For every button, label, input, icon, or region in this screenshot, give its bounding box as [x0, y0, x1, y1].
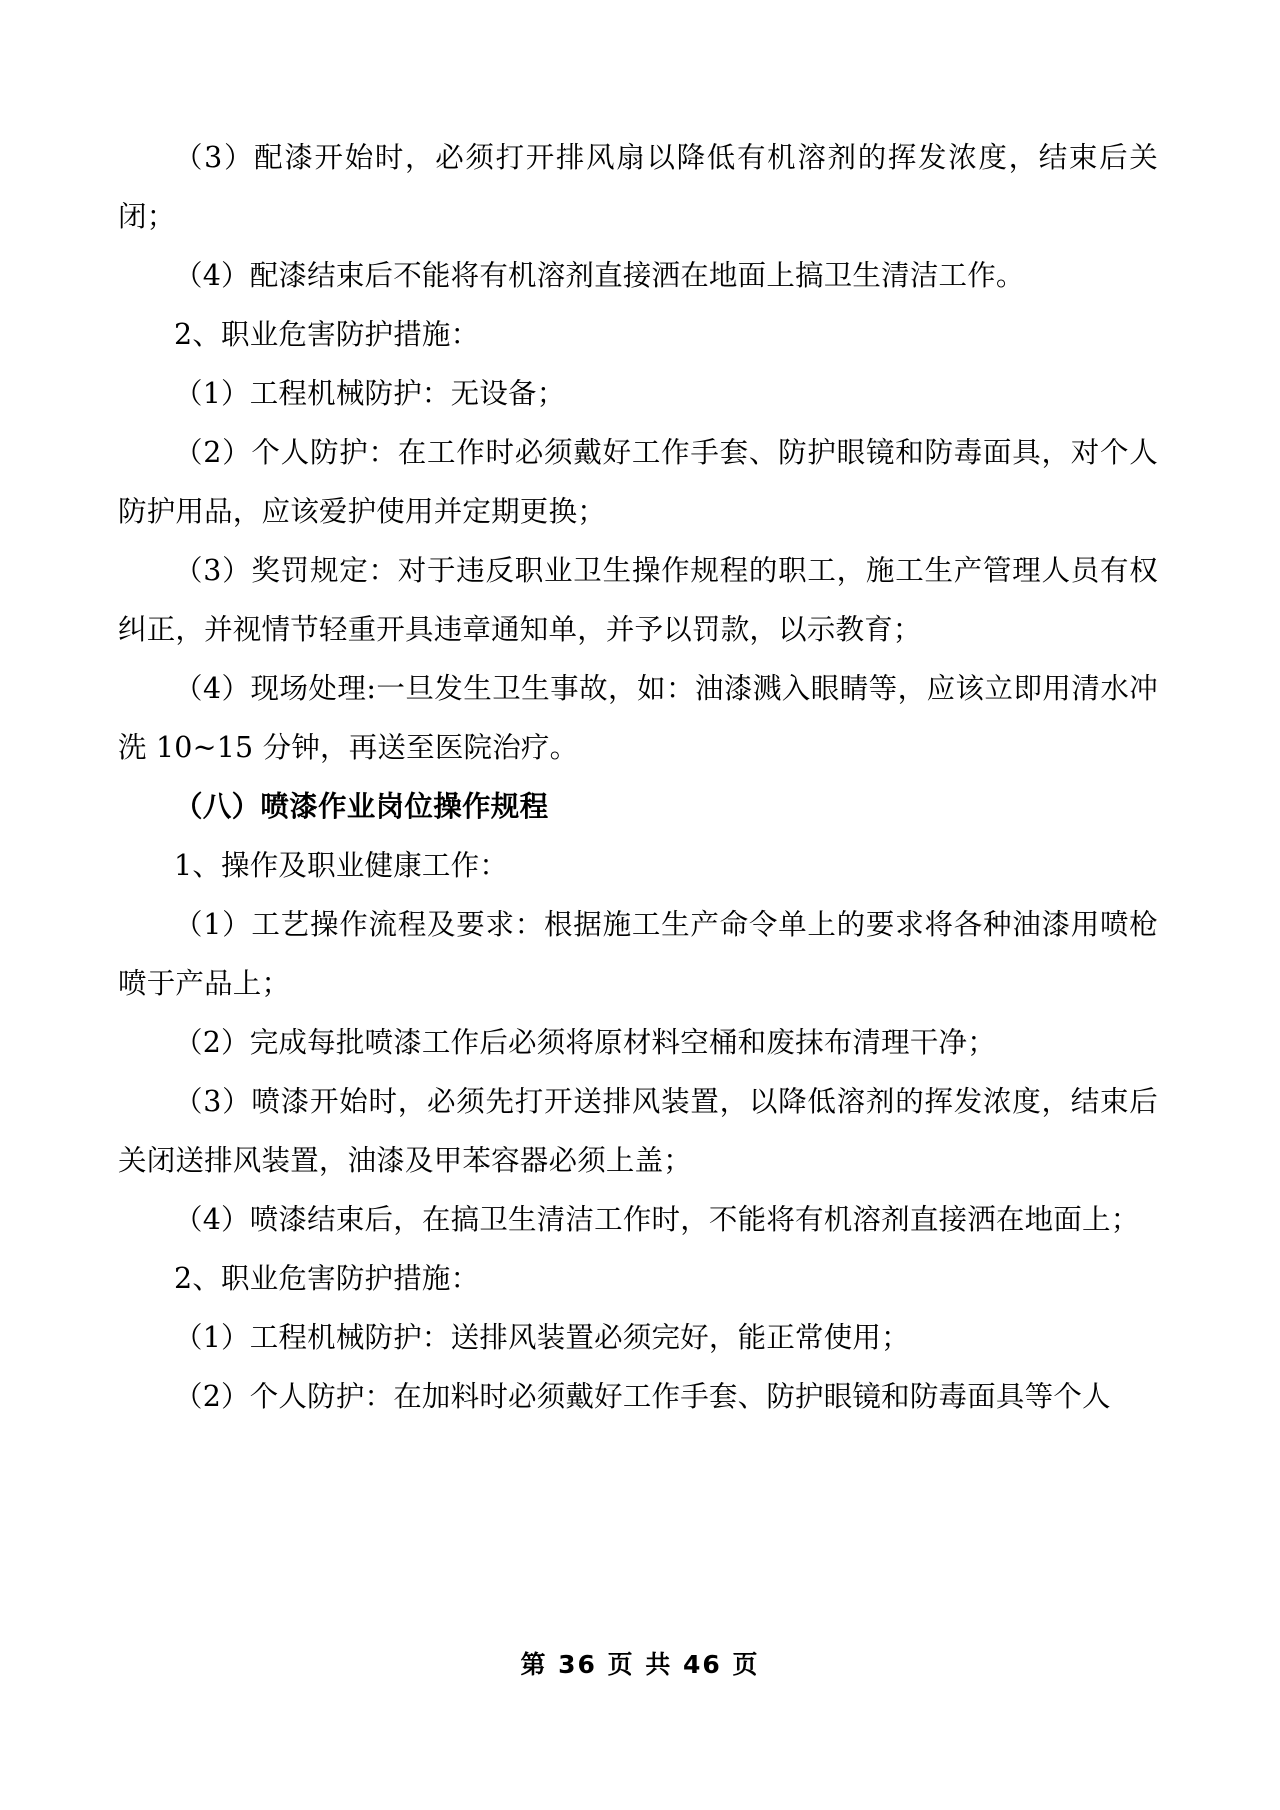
- paragraph: （2）个人防护：在加料时必须戴好工作手套、防护眼镜和防毒面具等个人: [174, 1380, 1111, 1413]
- document-body: [118, 128, 1158, 1426]
- paragraph: （4）现场处理:一旦发生卫生事故，如：油漆溅入眼睛等，应该立即用清水冲洗 10~15 分钟，再送至医院治疗。: [118, 672, 1158, 764]
- paragraph: （1）工程机械防护：无设备；: [174, 377, 566, 410]
- section-heading: （八）喷漆作业岗位操作规程: [174, 790, 549, 823]
- paragraph: （4）喷漆结束后，在搞卫生清洁工作时，不能将有机溶剂直接洒在地面上；: [174, 1203, 1140, 1236]
- paragraph: （1）工艺操作流程及要求：根据施工生产命令单上的要求将各种油漆用喷枪喷于产品上；: [118, 908, 1158, 1000]
- paragraph: （3）配漆开始时，必须打开排风扇以降低有机溶剂的挥发浓度，结束后关闭；: [118, 141, 1158, 233]
- paragraph: （4）配漆结束后不能将有机溶剂直接洒在地面上搞卫生清洁工作。: [174, 259, 1025, 292]
- paragraph: （2）个人防护：在工作时必须戴好工作手套、防护眼镜和防毒面具，对个人防护用品，应该爱护使用并定期更换；: [118, 436, 1158, 528]
- paragraph: （2）完成每批喷漆工作后必须将原材料空桶和废抹布清理干净；: [174, 1026, 996, 1059]
- paragraph: （1）工程机械防护：送排风装置必须完好，能正常使用；: [174, 1321, 910, 1354]
- paragraph: （3）奖罚规定：对于违反职业卫生操作规程的职工，施工生产管理人员有权纠正，并视情节轻重开具违章通知单，并予以罚款，以示教育；: [118, 554, 1158, 646]
- paragraph: （3）喷漆开始时，必须先打开送排风装置，以降低溶剂的挥发浓度，结束后关闭送排风装置，油漆及甲苯容器必须上盖；: [118, 1085, 1158, 1177]
- paragraph: 2、职业危害防护措施：: [174, 318, 480, 351]
- paragraph: 2、职业危害防护措施：: [174, 1262, 480, 1295]
- page-footer: 第 36 页 共 46 页: [520, 1650, 760, 1679]
- paragraph: 1、操作及职业健康工作：: [174, 849, 509, 882]
